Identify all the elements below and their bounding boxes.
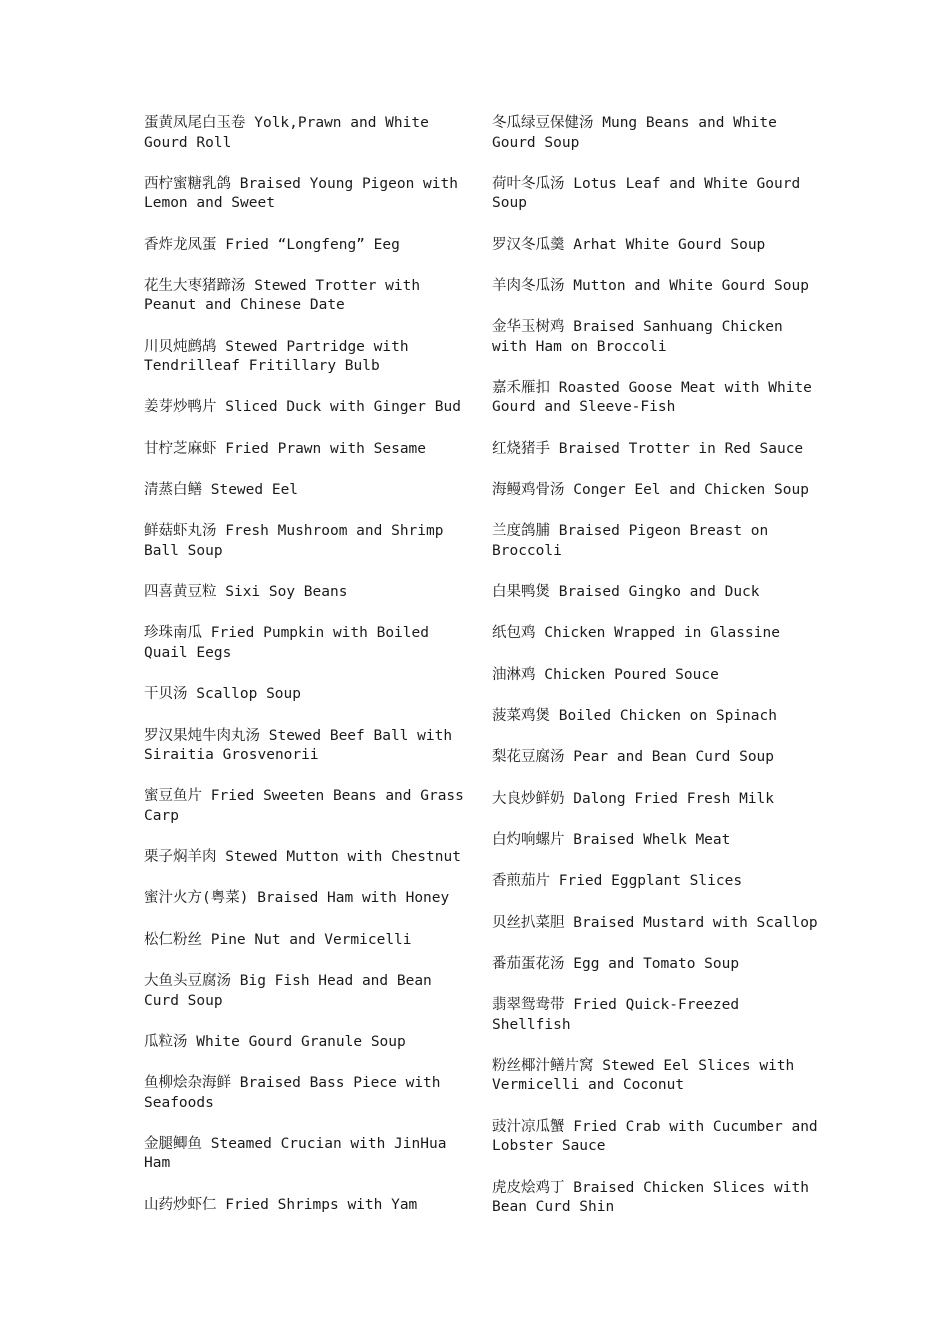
menu-item: 清蒸白鳝 Stewed Eel: [144, 482, 299, 499]
menu-item: 蛋黄凤尾白玉卷 Yolk,Prawn and White Gourd Roll: [144, 115, 429, 151]
menu-item: 海鳗鸡骨汤 Conger Eel and Chicken Soup: [492, 482, 809, 499]
menu-item: 蜜豆鱼片 Fried Sweeten Beans and Grass Carp: [144, 788, 464, 824]
menu-item: 纸包鸡 Chicken Wrapped in Glassine: [492, 625, 780, 642]
menu-item: 干贝汤 Scallop Soup: [144, 686, 301, 703]
menu-item: 鱼柳烩杂海鲜 Braised Bass Piece with Seafoods: [144, 1075, 441, 1111]
menu-item: 珍珠南瓜 Fried Pumpkin with Boiled Quail Eegs: [144, 625, 429, 661]
menu-item: 四喜黄豆粒 Sixi Soy Beans: [144, 584, 348, 601]
menu-item: 大良炒鲜奶 Dalong Fried Fresh Milk: [492, 790, 775, 807]
menu-item: 金腿鲫鱼 Steamed Crucian with JinHua Ham: [144, 1135, 447, 1172]
menu-item: 荷叶冬瓜汤 Lotus Leaf and White Gourd Soup: [492, 175, 801, 212]
menu-item: 贝丝扒菜胆 Braised Mustard with Scallop: [492, 914, 818, 931]
left-menu-column: [144, 114, 474, 1237]
menu-item: 川贝炖鹧鸪 Stewed Partridge with Tendrilleaf Fritillary Bulb: [144, 338, 409, 375]
menu-item: 白灼响螺片 Braised Whelk Meat: [492, 831, 731, 848]
menu-item: 鲜菇虾丸汤 Fresh Mushroom and Shrimp Ball Soup: [144, 523, 444, 559]
menu-item: 罗汉果炖牛肉丸汤 Stewed Beef Ball with Siraitia Grosvenorii: [144, 727, 453, 764]
menu-item: 金华玉树鸡 Braised Sanhuang Chicken with Ham on Broccoli: [492, 319, 783, 355]
menu-item: 白果鸭煲 Braised Gingko and Duck: [492, 584, 760, 601]
menu-item: 栗子焖羊肉 Stewed Mutton with Chestnut: [144, 849, 461, 866]
menu-item: 豉汁凉瓜蟹 Fried Crab with Cucumber and Lobster Sauce: [492, 1118, 818, 1155]
menu-item: 松仁粉丝 Pine Nut and Vermicelli: [144, 931, 412, 948]
menu-item: 西柠蜜糖乳鸽 Braised Young Pigeon with Lemon and Sweet: [144, 175, 458, 212]
menu-item: 冬瓜绿豆保健汤 Mung Beans and White Gourd Soup: [492, 115, 777, 151]
menu-item: 羊肉冬瓜汤 Mutton and White Gourd Soup: [492, 277, 809, 294]
menu-item: 香煎茄片 Fried Eggplant Slices: [492, 873, 743, 890]
menu-item: 香炸龙凤蛋 Fried “Longfeng” Eeg: [144, 236, 400, 253]
menu-item: 瓜粒汤 White Gourd Granule Soup: [144, 1033, 406, 1050]
menu-item: 甘柠芝麻虾 Fried Prawn with Sesame: [144, 440, 427, 457]
menu-item: 梨花豆腐汤 Pear and Bean Curd Soup: [492, 749, 775, 766]
menu-item: 菠菜鸡煲 Boiled Chicken on Spinach: [492, 708, 777, 725]
menu-item: 番茄蛋花汤 Egg and Tomato Soup: [492, 955, 740, 972]
menu-item: 蜜汁火方(粤菜) Braised Ham with Honey: [144, 890, 450, 907]
menu-item: 虎皮烩鸡丁 Braised Chicken Slices with Bean Curd Shin: [492, 1179, 809, 1216]
menu-item: 红烧猪手 Braised Trotter in Red Sauce: [492, 440, 804, 457]
menu-item: 油淋鸡 Chicken Poured Souce: [492, 666, 719, 683]
menu-item: 花生大枣猪蹄汤 Stewed Trotter with Peanut and Chinese Date: [144, 277, 421, 314]
menu-item: 翡翠鸳鸯带 Fried Quick-Freezed Shellfish: [492, 997, 740, 1033]
menu-item: 大鱼头豆腐汤 Big Fish Head and Bean Curd Soup: [144, 973, 432, 1009]
right-menu-column: [492, 114, 822, 1239]
menu-item: 罗汉冬瓜羹 Arhat White Gourd Soup: [492, 236, 766, 253]
menu-item: 粉丝椰汁鳝片窝 Stewed Eel Slices with Vermicelli and Coconut: [492, 1057, 795, 1094]
menu-item: 嘉禾雁扣 Roasted Goose Meat with White Gourd and Sleeve-Fish: [492, 379, 812, 416]
menu-item: 姜芽炒鸭片 Sliced Duck with Ginger Bud: [144, 399, 461, 416]
menu-item: 兰度鸽脯 Braised Pigeon Breast on Broccoli: [492, 523, 769, 559]
menu-item: 山药炒虾仁 Fried Shrimps with Yam: [144, 1196, 418, 1213]
